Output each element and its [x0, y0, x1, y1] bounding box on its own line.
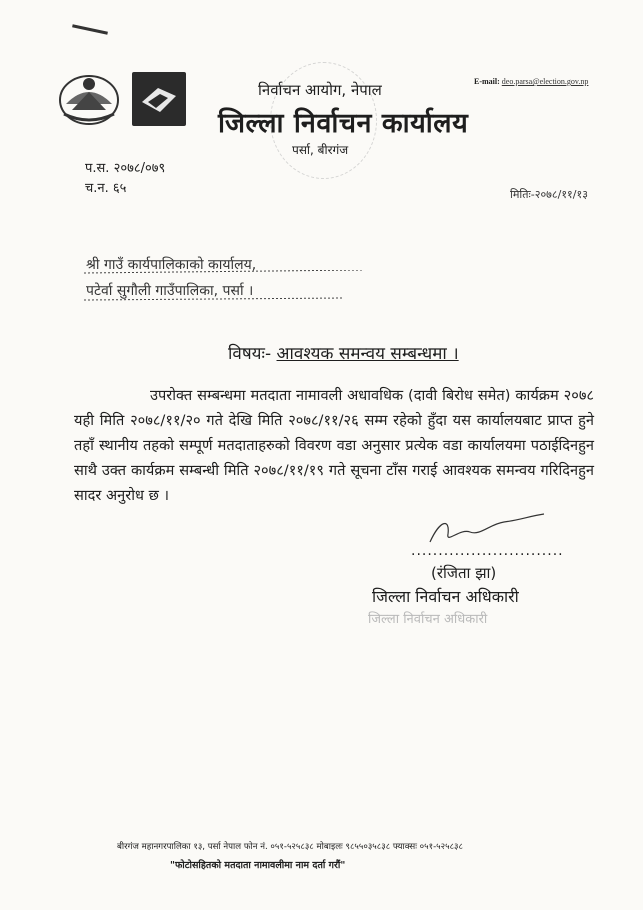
footer-contact: बीरगंज महानगरपालिका १३, पर्सा नेपाल फोन नं. ०५१-५२५८३८ मोबाइलः ९८५५०३५८३८ फ्याक्सः ०५१-५२५८३८ [117, 842, 463, 852]
email-link[interactable]: deo.parsa@election.gov.np [501, 77, 589, 86]
election-commission-logo-icon [132, 72, 186, 126]
office-title: जिल्ला निर्वाचन कार्यालय [218, 108, 469, 139]
subject-text: आवश्यक समन्वय सम्बन्धमा । [276, 344, 459, 364]
footer-slogan: "फोटोसहितको मतदाता नामावलीमा नाम दर्ता गरौं" [170, 860, 346, 871]
recipient-line-1: श्री गाउँ कार्यपालिकाको कार्यालय, [86, 257, 257, 273]
chalani-number: च.न. ६५ [85, 181, 127, 196]
commission-name: निर्वाचन आयोग, नेपाल [258, 81, 382, 99]
recipient-underline [84, 270, 374, 310]
signatory-title: जिल्ला निर्वाचन अधिकारी [372, 587, 519, 606]
nepal-emblem-icon [58, 70, 120, 126]
office-location: पर्सा, बीरगंज [292, 143, 349, 157]
subject-label: विषयः- [228, 344, 272, 364]
patra-sankhya: प.स. २०७८/०७९ [85, 161, 166, 176]
subject-line [228, 341, 459, 364]
email-line [474, 77, 588, 86]
pen-mark [72, 24, 108, 34]
recipient-line-2: पटेर्वा सुगौली गाउँपालिका, पर्सा । [86, 283, 254, 299]
letter-body: उपरोक्त सम्बन्धमा मतदाता नामावली अधावधिक (दावी बिरोध समेत) कार्यक्रम २०७८ यही मिति २०७८/११/२० गते देखि मिति २०७८/११/२६ सम्म रहेको हुँदा यस कार्यालयबाट प्राप्त हुने तहाँ स्थानीय तहको सम्पूर्ण मतदाताहरुको विवरण वडा अनुसार प्रत्येक वडा कार्यालयमा पठाईदिनहुन साथै उक्त कार्यक्रम सम्बन्धी मिति २०७८/११/१९ गते सूचना टाँस गराई आवश्यक समन्वय गरिदिनहुन सादर अनुरोध छ । [74, 387, 594, 504]
letter-date: मितिः-२०७८/११/१३ [510, 188, 588, 201]
signature-dots: ............................ [411, 543, 564, 559]
email-label: E-mail: [474, 77, 500, 86]
signatory-name: (रंजिता झा) [431, 564, 497, 582]
signatory-stamp: जिल्ला निर्वाचन अधिकारी [368, 612, 488, 627]
